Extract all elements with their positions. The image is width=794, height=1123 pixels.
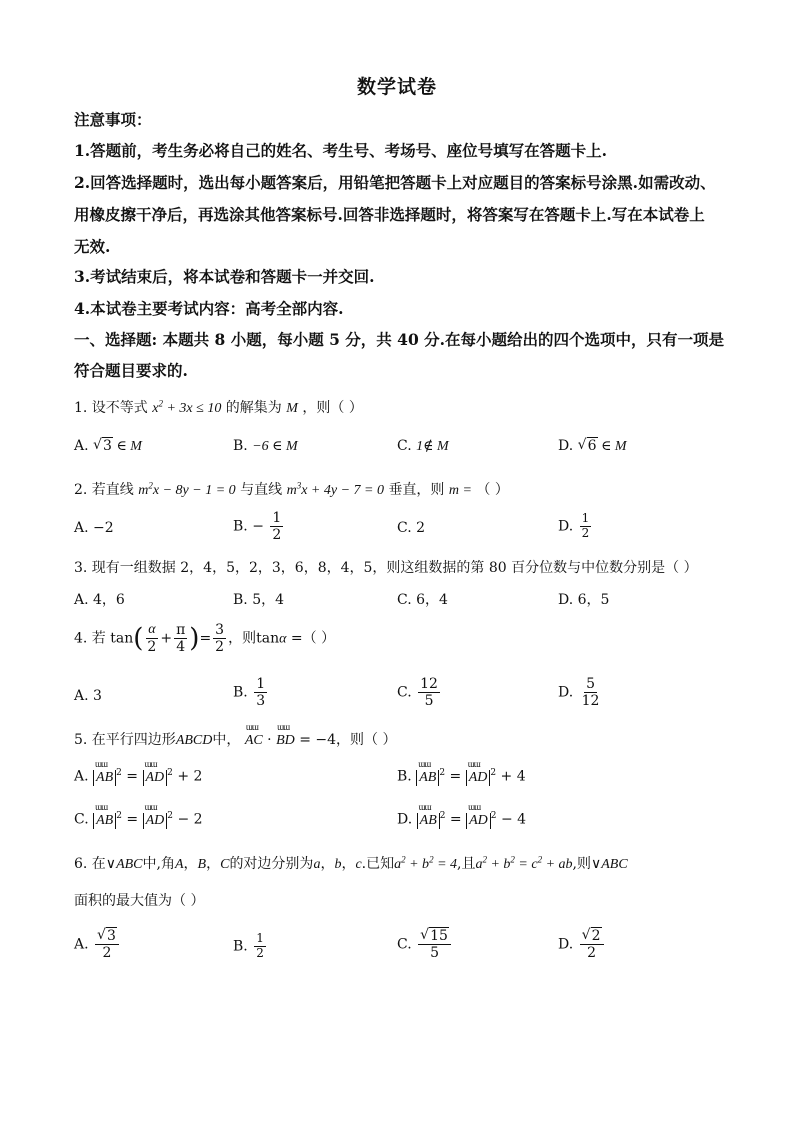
q2-option-c[interactable]: C. 2 bbox=[397, 520, 426, 536]
q3-option-a[interactable]: A. 4，6 bbox=[74, 592, 125, 608]
question-1: 1. 设不等式 $x^2 + 3x \le 10$ 的解集为 M ，则（ ） bbox=[74, 398, 363, 416]
notice-item-2-end: 无效. bbox=[74, 237, 111, 256]
section-heading: 一、选择题: 本题共 8 小题，每小题 5 分，共 40 分.在每小题给出的四个选项中，只有一项是 bbox=[74, 330, 725, 349]
q1-inequality: $x^2 + 3x \le 10$ bbox=[152, 398, 222, 416]
question-2: 2. 若直线 $m^2x - 8y - 1 = 0$ 与直线 $m^3x + 4y - 7 = 0$ 垂直，则 m = （ ） bbox=[74, 480, 509, 498]
question-6-cont: 面积的最大值为（ ） bbox=[74, 893, 205, 909]
q5-option-b[interactable]: B. ɯɯ AB $^2$ = ɯɯ AD $^2$ + 4 bbox=[397, 768, 526, 786]
q4-option-c[interactable]: C. $\frac{12}{5}$ bbox=[397, 676, 438, 710]
q5-option-c[interactable]: C. ɯɯ AB $^2$ = ɯɯ AD $^2$ − 2 bbox=[74, 811, 203, 829]
q4-option-d[interactable]: D. $\frac{5}{12}$ bbox=[558, 676, 600, 710]
q5-option-d[interactable]: D. ɯɯ AB $^2$ = ɯɯ AD $^2$ − 4 bbox=[397, 811, 526, 829]
q5-option-a[interactable]: A. ɯɯ AB $^2$ = ɯɯ AD $^2$ + 2 bbox=[74, 768, 202, 786]
question-5: 5. 在平行四边形ABCD中， ɯɯ AC · ɯɯ BD = −4，则（ ） bbox=[74, 729, 396, 749]
q1-option-a[interactable]: A. √ 3 ∈ M bbox=[74, 438, 142, 455]
q2-option-b[interactable]: B. − $\frac{1}{2}$ bbox=[233, 510, 282, 544]
page-title: 数学试卷 bbox=[356, 76, 437, 98]
question-4: 4. 若 tan( $\frac{\alpha}{2}$ + $\frac{\pi}{4}$ )= $\frac{3}{2}$ ，则tanα =（ ） bbox=[74, 622, 336, 656]
section-heading-cont: 符合题目要求的. bbox=[74, 361, 188, 380]
q2-option-a[interactable]: A. −2 bbox=[74, 520, 114, 536]
notice-item-2-cont: 用橡皮擦干净后，再选涂其他答案标号.回答非选择题时，将答案写在答题卡上.写在本试卷上 bbox=[74, 205, 705, 224]
notice-item-2: 2.回答选择题时，选出每小题答案后，用铅笔把答题卡上对应题目的答案标号涂黑.如需改动、 bbox=[74, 173, 716, 192]
q6-option-a[interactable]: A. √ $\frac{3}{2}$ bbox=[74, 928, 121, 961]
q3-option-d[interactable]: D. 6，5 bbox=[558, 592, 610, 608]
q1-option-c[interactable]: C. 1∉ M bbox=[397, 438, 449, 454]
q4-option-b[interactable]: B. $\frac{1}{3}$ bbox=[233, 676, 266, 710]
q3-option-c[interactable]: C. 6，4 bbox=[397, 592, 448, 608]
notice-item-4: 4.本试卷主要考试内容：高考全部内容. bbox=[74, 299, 344, 318]
q6-option-c[interactable]: C. √ $\frac{15}{5}$ bbox=[397, 928, 453, 961]
q6-option-b[interactable]: B. $\frac{1}{2}$ bbox=[233, 931, 264, 960]
q1-option-d[interactable]: D. √ 6 ∈ M bbox=[558, 438, 627, 455]
q2-option-d[interactable]: D. $\frac{1}{2}$ bbox=[558, 511, 590, 540]
q6-option-d[interactable]: D. √ $\frac{2}{2}$ bbox=[558, 928, 606, 961]
q3-option-b[interactable]: B. 5，4 bbox=[233, 592, 285, 608]
notice-item-1: 1.答题前，考生务必将自己的姓名、考生号、考场号、座位号填写在答题卡上. bbox=[74, 141, 608, 160]
q1-option-b[interactable]: B. −6 ∈ M bbox=[233, 438, 298, 454]
q4-option-a[interactable]: A. 3 bbox=[74, 688, 102, 704]
notice-heading: 注意事项： bbox=[74, 110, 152, 129]
question-6: 6. 在∨ABC中,角A，B，C的对边分别为a，b，c.已知$a^2 + b^2 = 4$,且$a^2 + b^2 = c^2$ + ab,则∨ABC bbox=[74, 854, 628, 872]
notice-item-3: 3.考试结束后，将本试卷和答题卡一并交回. bbox=[74, 267, 375, 286]
question-3: 3. 现有一组数据 2，4，5，2，3，6，8，4，5，则这组数据的第 80 百分位数与中位数分别是（ ） bbox=[74, 560, 698, 576]
